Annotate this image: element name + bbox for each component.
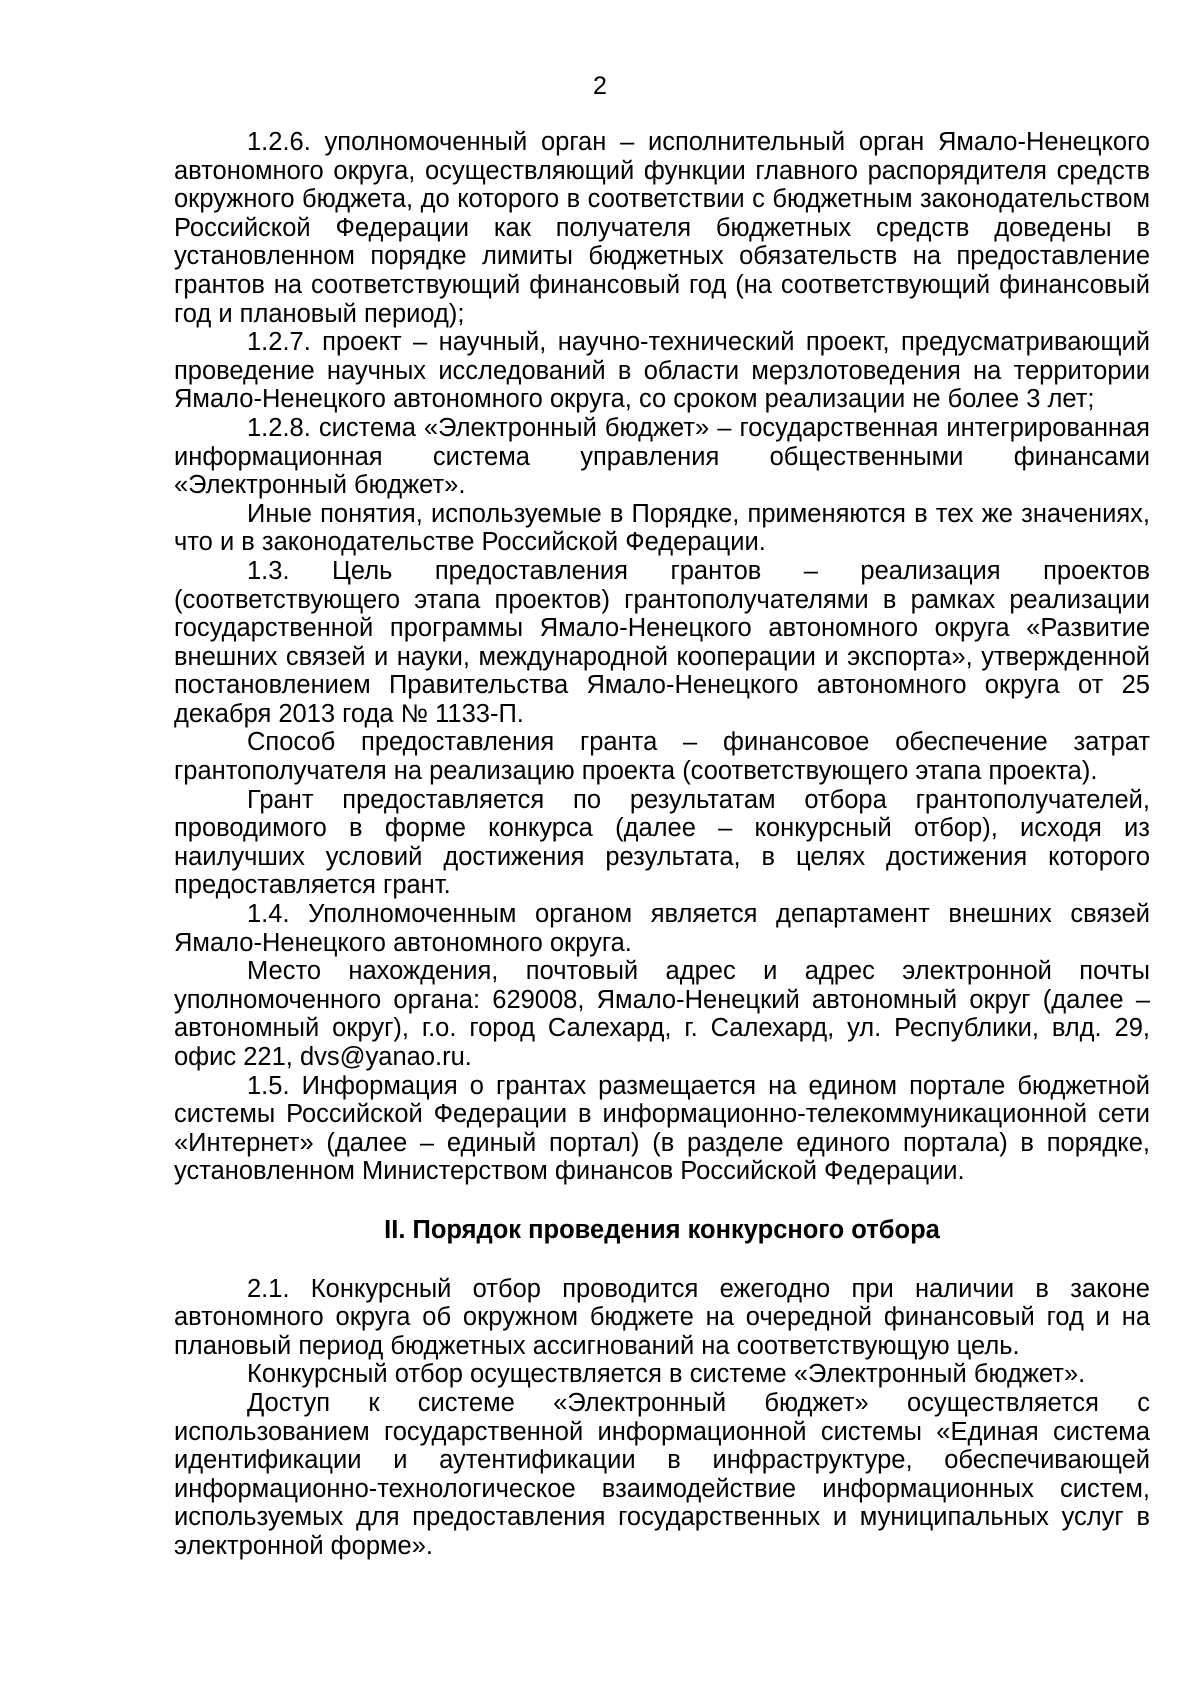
paragraph-1-5: 1.5. Информация о грантах размещается на едином портале бюджетной системы Российской Федерации в информационно-телекоммуникационной сети «Интернет» (далее – единый портал) (в разделе единого портала) в порядке, установленном Министерством финансов Российской Федерации. [174, 1071, 1150, 1186]
paragraph-1-2-7: 1.2.7. проект – научный, научно-технический проект, предусматривающий проведение научных исследований в области мерзлотоведения на территории Ямало-Ненецкого автономного округа, со сроком реализации не более 3 лет; [174, 328, 1150, 414]
section-heading-wrap [174, 1186, 1150, 1275]
paragraph-address: Место нахождения, почтовый адрес и адрес электронной почты уполномоченного органа: 629008, Ямало-Ненецкий автономный округ (далее – автономный округ), г.о. город Салехард, г. Салехард, ул. Республики, влд. 29, офис 221, dvs@yanao.ru. [174, 957, 1150, 1071]
page-number: 2 [593, 72, 607, 100]
section-heading: II. Порядок проведения конкурсного отбора [384, 1215, 940, 1244]
paragraph-1-3: 1.3. Цель предоставления грантов – реализация проектов (соответствующего этапа проектов) грантополучателями в рамках реализации государственной программы Ямало-Ненецкого автономного округа «Развитие внешних связей и науки, международной кооперации и экспорта», утвержденной постановлением Правительства Ямало-Ненецкого автономного округа от 25 декабря 2013 года № 1133-П. [174, 556, 1150, 728]
paragraph-1-2-6: 1.2.6. уполномоченный орган – исполнительный орган Ямало-Ненецкого автономного округа, осуществляющий функции главного распорядителя средств окружного бюджета, до которого в соответствии с бюджетным законодательством Российской Федерации как получателя бюджетных средств доведены в установленном порядке лимиты бюджетных обязательств на предоставление грантов на соответствующий финансовый год (на соответствующий финансовый год и плановый период); [174, 128, 1150, 328]
document-body [174, 128, 1150, 1561]
paragraph-1-2-8: 1.2.8. система «Электронный бюджет» – государственная интегрированная информационная система управления общественными финансами «Электронный бюджет». [174, 413, 1150, 500]
paragraph-selection-system: Конкурсный отбор осуществляется в системе «Электронный бюджет». [247, 1360, 1086, 1389]
paragraph-2-1: 2.1. Конкурсный отбор проводится ежегодно при наличии в законе автономного округа об окружном бюджете на очередной финансовый год и на плановый период бюджетных ассигнований на соответствующую цель. [174, 1274, 1150, 1360]
paragraph-system-access: Доступ к системе «Электронный бюджет» осуществляется с использованием государственной информационной системы «Единая система идентификации и аутентификации в инфраструктуре, обеспечивающей информационно-технологическое взаимодействие информационных систем, используемых для предоставления государственных и муниципальных услуг в электронной форме». [174, 1388, 1150, 1560]
paragraph-grant-selection: Грант предоставляется по результатам отбора грантополучателей, проводимого в форме конкурса (далее – конкурсный отбор), исходя из наилучших условий достижения результата, в целях достижения которого предоставляется грант. [174, 785, 1150, 900]
paragraph-1-4: 1.4. Уполномоченным органом является департамент внешних связей Ямало-Ненецкого автономного округа. [174, 900, 1150, 957]
paragraph-grant-method: Способ предоставления гранта – финансовое обеспечение затрат грантополучателя на реализацию проекта (соответствующего этапа проекта). [174, 728, 1150, 786]
paragraph-other-terms: Иные понятия, используемые в Порядке, применяются в тех же значениях, что и в законодательстве Российской Федерации. [174, 499, 1150, 557]
